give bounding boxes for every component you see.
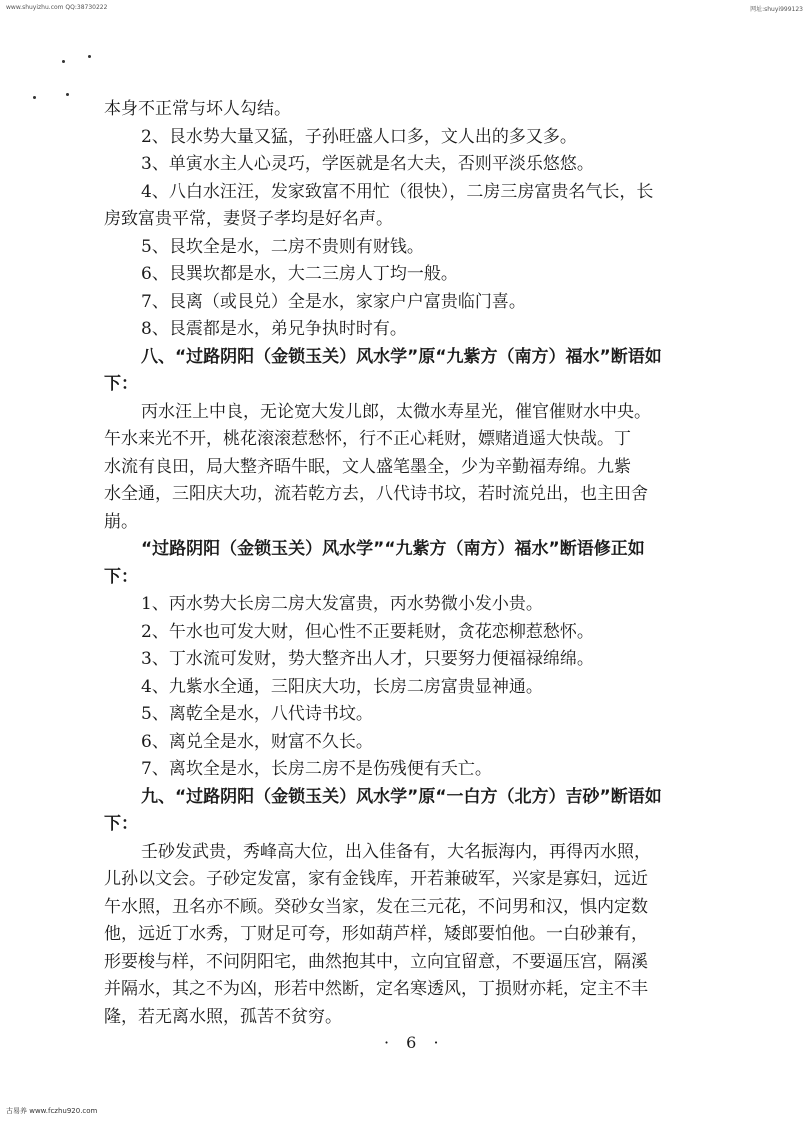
page-number: · 6 · (384, 1033, 445, 1052)
list-item: 4、八白水汪汪，发家致富不用忙（很快），二房三房富贵名气长，长 (141, 181, 654, 202)
list-item: 5、离乾全是水，八代诗书坟。 (141, 704, 373, 724)
section-heading-continued: 下： (104, 814, 138, 834)
scan-speck (33, 96, 36, 99)
list-item: 7、艮离（或艮兑）全是水，家家户户富贵临门喜。 (141, 291, 526, 312)
list-item: 1、丙水势大长房二房大发富贵，丙水势微小发小贵。 (141, 594, 543, 614)
scan-speck (66, 93, 69, 96)
section-heading: “过路阴阳（金锁玉关）风水学”“九紫方（南方）福水”断语修正如 (141, 539, 645, 559)
body-line: 壬砂发武贵，秀峰高大位，出入佳备有，大名振海内，再得丙水照， (141, 841, 651, 862)
list-item: 6、艮巽坎都是水，大二三房人丁均一般。 (141, 264, 458, 284)
body-line: 隆，若无离水照，孤苦不贫穷。 (104, 1006, 342, 1027)
body-line: 水流有良田，局大整齐晤牛眠，文人盛笔墨全，少为辛勤福寿绵。九紫 (104, 456, 631, 477)
list-item: 3、单寅水主人心灵巧，学医就是名大夫，否则平淡乐悠悠。 (141, 154, 594, 174)
section-heading: 九、“过路阴阳（金锁玉关）风水学”原“一白方（北方）吉砂”断语如 (141, 786, 662, 807)
list-item: 6、离兑全是水，财富不久长。 (141, 731, 373, 752)
list-item: 4、九紫水全通，三阳庆大功，长房二房富贵显神通。 (141, 676, 543, 697)
section-heading-continued: 下： (104, 566, 138, 587)
document-body (104, 96, 734, 1031)
list-item: 7、离坎全是水，长房二房不是伤残便有夭亡。 (141, 759, 492, 779)
body-line: 午水来光不开，桃花滚滚惹愁怀，行不正心耗财，嫖赌逍遥大快哉。丁 (104, 429, 631, 449)
header-left-text: www.shuyizhu.com QQ:38730222 (6, 4, 108, 11)
scan-speck (62, 60, 65, 63)
list-item: 8、艮震都是水，弟兄争执时时有。 (141, 319, 407, 339)
body-line: 他，远近丁水秀，丁财足可夸，形如葫芦样，矮郎要怕他。一白砂兼有， (104, 924, 648, 944)
body-line: 崩。 (104, 511, 138, 532)
body-line: 水全通，三阳庆大功，流若乾方去，八代诗书坟，若时流兑出，也主田舍 (104, 484, 648, 504)
list-item: 2、艮水势大量又猛，子孙旺盛人口多，文人出的多又多。 (141, 126, 577, 147)
scan-speck (88, 55, 91, 58)
body-line: 并隔水，其之不为凶，形若中然断，定名寒透风，丁损财亦耗，定主不丰 (104, 979, 648, 999)
list-item: 5、艮坎全是水，二房不贵则有财钱。 (141, 236, 424, 257)
header-right-text: 网址:shuyi999123 (750, 6, 803, 13)
section-heading-continued: 下： (104, 374, 138, 394)
body-line: 丙水汪上中良，无论宽大发儿郎，太微水寿星光，催官催财水中央。 (141, 401, 651, 422)
list-item: 2、午水也可发大财，但心性不正要耗财，贪花恋柳惹愁怀。 (141, 621, 594, 642)
body-line: 午水照，丑名亦不顾。癸砂女当家，发在三元花，不问男和汉，惧内定数 (104, 896, 648, 917)
body-line: 本身不正常与坏人勾结。 (104, 99, 291, 119)
body-line: 形要梭与样，不问阴阳宅，曲然抱其中，立向宜留意，不要逼压宫，隔溪 (104, 951, 648, 972)
body-line: 儿孙以文会。子砂定发富，家有金钱库，开若兼破军，兴家是寡妇，远近 (104, 869, 648, 889)
list-item-continued: 房致富贵平常，妻贤子孝均是好名声。 (104, 209, 393, 229)
footer-site-text: 古易养 www.fczhu920.com (6, 1107, 98, 1115)
section-heading: 八、“过路阴阳（金锁玉关）风水学”原“九紫方（南方）福水”断语如 (141, 346, 662, 367)
list-item: 3、丁水流可发财，势大整齐出人才，只要努力便福禄绵绵。 (141, 649, 594, 669)
